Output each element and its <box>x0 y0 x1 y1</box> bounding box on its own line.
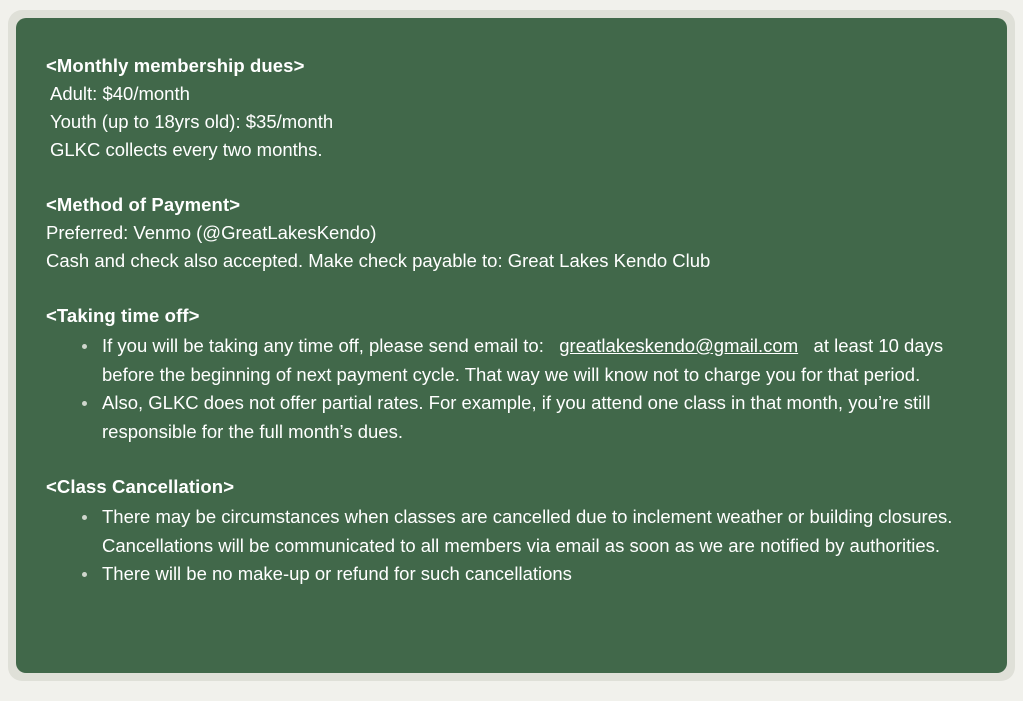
dues-collection-line: GLKC collects every two months. <box>50 139 323 160</box>
section-heading: <Monthly membership dues> <box>46 55 305 76</box>
policy-panel <box>16 18 1007 673</box>
section-heading: <Class Cancellation> <box>46 476 235 497</box>
section-heading: <Method of Payment> <box>46 194 241 215</box>
bullet-text: Also, GLKC does not offer partial rates. For example, if you attend one class in that month, you’re still responsible for the full month’s dues. <box>102 392 931 442</box>
list-item <box>80 332 977 389</box>
section-heading: <Taking time off> <box>46 305 200 326</box>
list-item <box>80 560 977 589</box>
cancellation-bullet-list <box>46 503 977 589</box>
list-item <box>80 503 977 560</box>
bullet-text: There may be circumstances when classes are cancelled due to inclement weather or building closures. Cancellations will be communicated to all members via email as soon as we are notified by authorities. <box>102 506 953 556</box>
section-spacer <box>46 164 977 191</box>
bullet-text-after: at least 10 days before the beginning of next payment cycle. That way we will know not to charge you for that period. <box>102 335 944 385</box>
list-item <box>80 389 977 446</box>
section-spacer <box>46 275 977 302</box>
content-frame <box>8 10 1015 681</box>
section-taking-time-off <box>46 302 977 446</box>
section-spacer <box>46 446 977 473</box>
email-link[interactable]: greatlakeskendo@gmail.com <box>559 335 799 356</box>
dues-youth-line: Youth (up to 18yrs old): $35/month <box>50 111 334 132</box>
payment-cash-check-line: Cash and check also accepted. Make check payable to: Great Lakes Kendo Club <box>46 250 711 271</box>
section-class-cancellation <box>46 473 977 589</box>
dues-adult-line: Adult: $40/month <box>50 83 190 104</box>
section-method-of-payment <box>46 191 977 275</box>
bullet-text: There will be no make-up or refund for such cancellations <box>102 563 572 584</box>
bullet-text-before: If you will be taking any time off, please send email to: <box>102 335 544 356</box>
section-monthly-dues <box>46 52 977 164</box>
payment-preferred-line: Preferred: Venmo (@GreatLakesKendo) <box>46 222 377 243</box>
time-off-bullet-list <box>46 332 977 446</box>
